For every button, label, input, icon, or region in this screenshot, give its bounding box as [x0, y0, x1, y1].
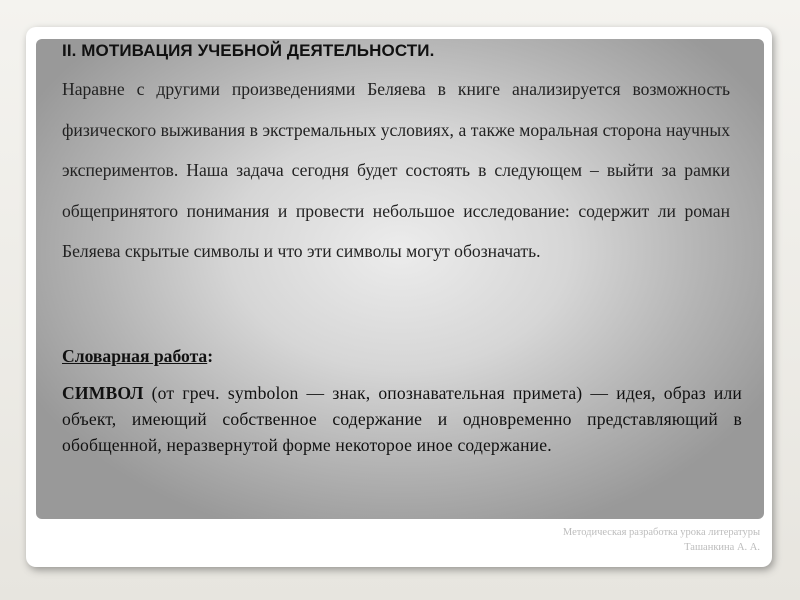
- slide-footer: [440, 525, 760, 555]
- vocabulary-heading: [62, 344, 462, 368]
- symbol-definition: [62, 380, 742, 458]
- footer-line-2: Ташанкина А. А.: [684, 542, 760, 553]
- vocabulary-title: Словарная работа: [62, 346, 208, 366]
- intro-paragraph: Наравне с другими произведениями Беляева в книге анализируется возможность физического выживания в экстремальных условиях, а также моральная сторона научных экспериментов. Наша задача сегодня будет состоять в следующем – выйти за рамки общепринятого понимания и провести небольшое исследование: содержит ли роман Беляева скрытые символы и что эти символы могут обозначать.: [62, 79, 730, 261]
- slide-heading: II. МОТИВАЦИЯ УЧЕБНОЙ ДЕЯТЕЛЬНОСТИ.: [62, 41, 435, 60]
- footer-line-1: Методическая разработка урока литературы: [562, 527, 760, 538]
- definition-text: (от греч. symbolon — знак, опознавательная примета) — идея, образ или объект, имеющий собственное содержание и одновременно представляющий в обобщенной, неразвернутой форме некоторое иное содержание.: [62, 383, 742, 455]
- vocabulary-colon: :: [207, 346, 214, 366]
- definition-term: СИМВОЛ: [62, 383, 144, 403]
